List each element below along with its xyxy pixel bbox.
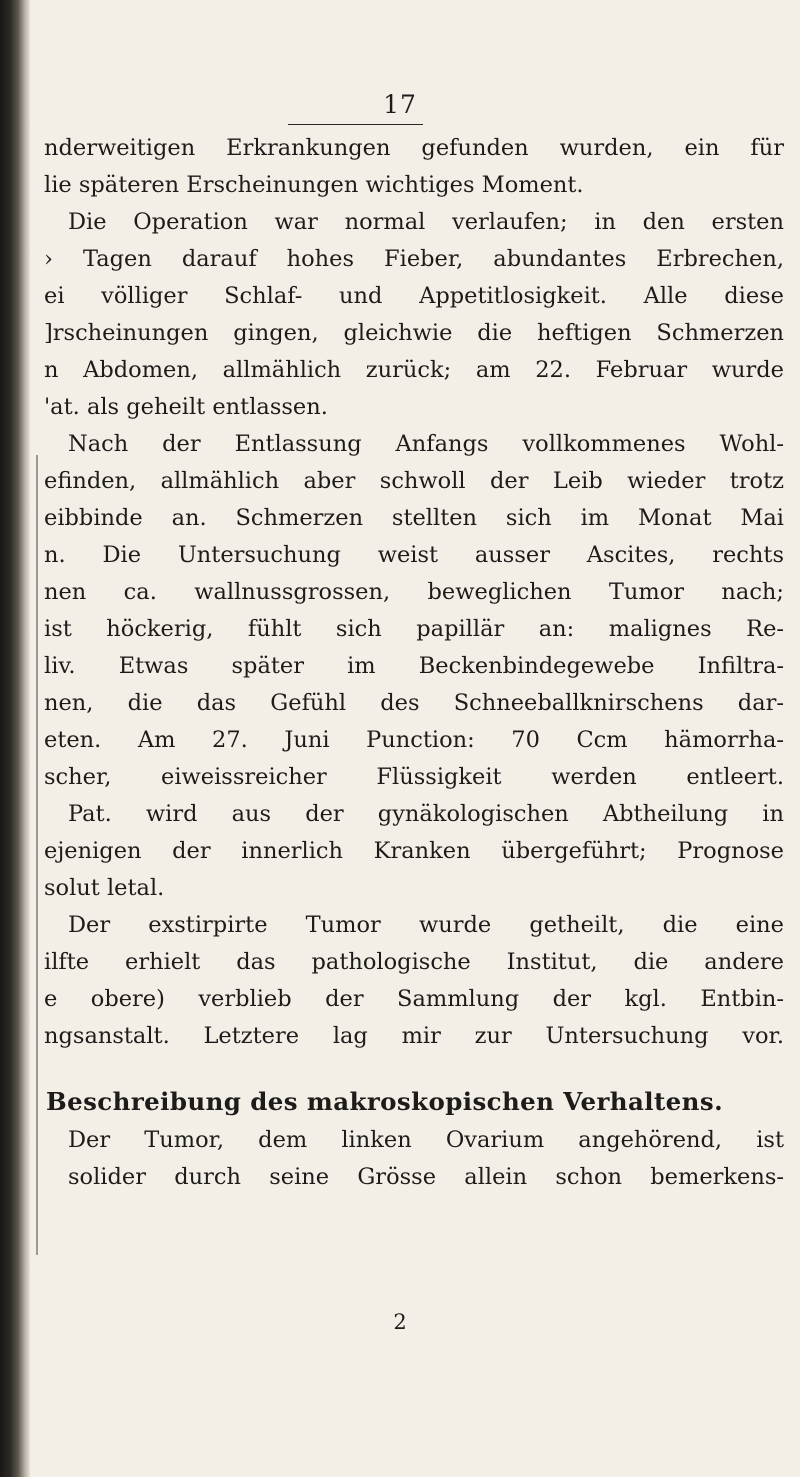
text-line: Pat. wird aus der gynäkologischen Abtheilung in: [68, 801, 784, 827]
text-line: efinden, allmählich aber schwoll der Leib wieder trotz: [44, 468, 784, 494]
text-line: nen ca. wallnussgrossen, beweglichen Tumor nach;: [44, 579, 784, 605]
text-line: 'at. als geheilt entlassen.: [44, 394, 328, 420]
text-line: lie späteren Erscheinungen wichtiges Moment.: [44, 172, 584, 198]
text-line: Die Operation war normal verlaufen; in den ersten: [68, 209, 784, 235]
text-line: ilfte erhielt das pathologische Institut, die andere: [44, 949, 784, 975]
text-line: ]rscheinungen gingen, gleichwie die heftigen Schmerzen: [44, 320, 784, 346]
text-line: eten. Am 27. Juni Punction: 70 Ccm hämorrha-: [44, 727, 784, 753]
text-line: ejenigen der innerlich Kranken übergeführt; Prognose: [44, 838, 784, 864]
gutter-line: [36, 455, 38, 1255]
book-spine-shadow: [0, 0, 30, 1477]
text-line: › Tagen darauf hohes Fieber, abundantes Erbrechen,: [44, 246, 784, 272]
text-line: ist höckerig, fühlt sich papillär an: malignes Re-: [44, 616, 784, 642]
text-line: solut letal.: [44, 875, 165, 901]
text-line: n Abdomen, allmählich zurück; am 22. Februar wurde: [44, 357, 784, 383]
signature-mark: 2: [393, 1310, 407, 1334]
text-line: ei völliger Schlaf- und Appetitlosigkeit. Alle diese: [44, 283, 784, 309]
text-line: nderweitigen Erkrankungen gefunden wurden, ein für: [44, 135, 784, 161]
text-line: solider durch seine Grösse allein schon bemerkens-: [68, 1164, 784, 1190]
header-rule: [288, 124, 423, 125]
text-line: ngsanstalt. Letztere lag mir zur Untersuchung vor.: [44, 1023, 784, 1049]
section-heading: Beschreibung des makroskopischen Verhaltens.: [46, 1087, 723, 1116]
text-line: liv. Etwas später im Beckenbindegewebe Infiltra-: [44, 653, 784, 679]
page-body: [44, 130, 784, 1196]
text-line: Der exstirpirte Tumor wurde getheilt, die eine: [68, 912, 784, 938]
page-number: 17: [383, 90, 417, 119]
section-gap: [44, 1055, 784, 1083]
text-line: eibbinde an. Schmerzen stellten sich im Monat Mai: [44, 505, 784, 531]
text-line: e obere) verblieb der Sammlung der kgl. Entbin-: [44, 986, 784, 1012]
text-line: scher, eiweissreicher Flüssigkeit werden entleert.: [44, 764, 784, 790]
text-line: n. Die Untersuchung weist ausser Ascites, rechts: [44, 542, 784, 568]
text-line: nen, die das Gefühl des Schneeballknirschens dar-: [44, 690, 784, 716]
text-line: Der Tumor, dem linken Ovarium angehörend, ist: [68, 1127, 784, 1153]
text-line: Nach der Entlassung Anfangs vollkommenes Wohl-: [68, 431, 784, 457]
